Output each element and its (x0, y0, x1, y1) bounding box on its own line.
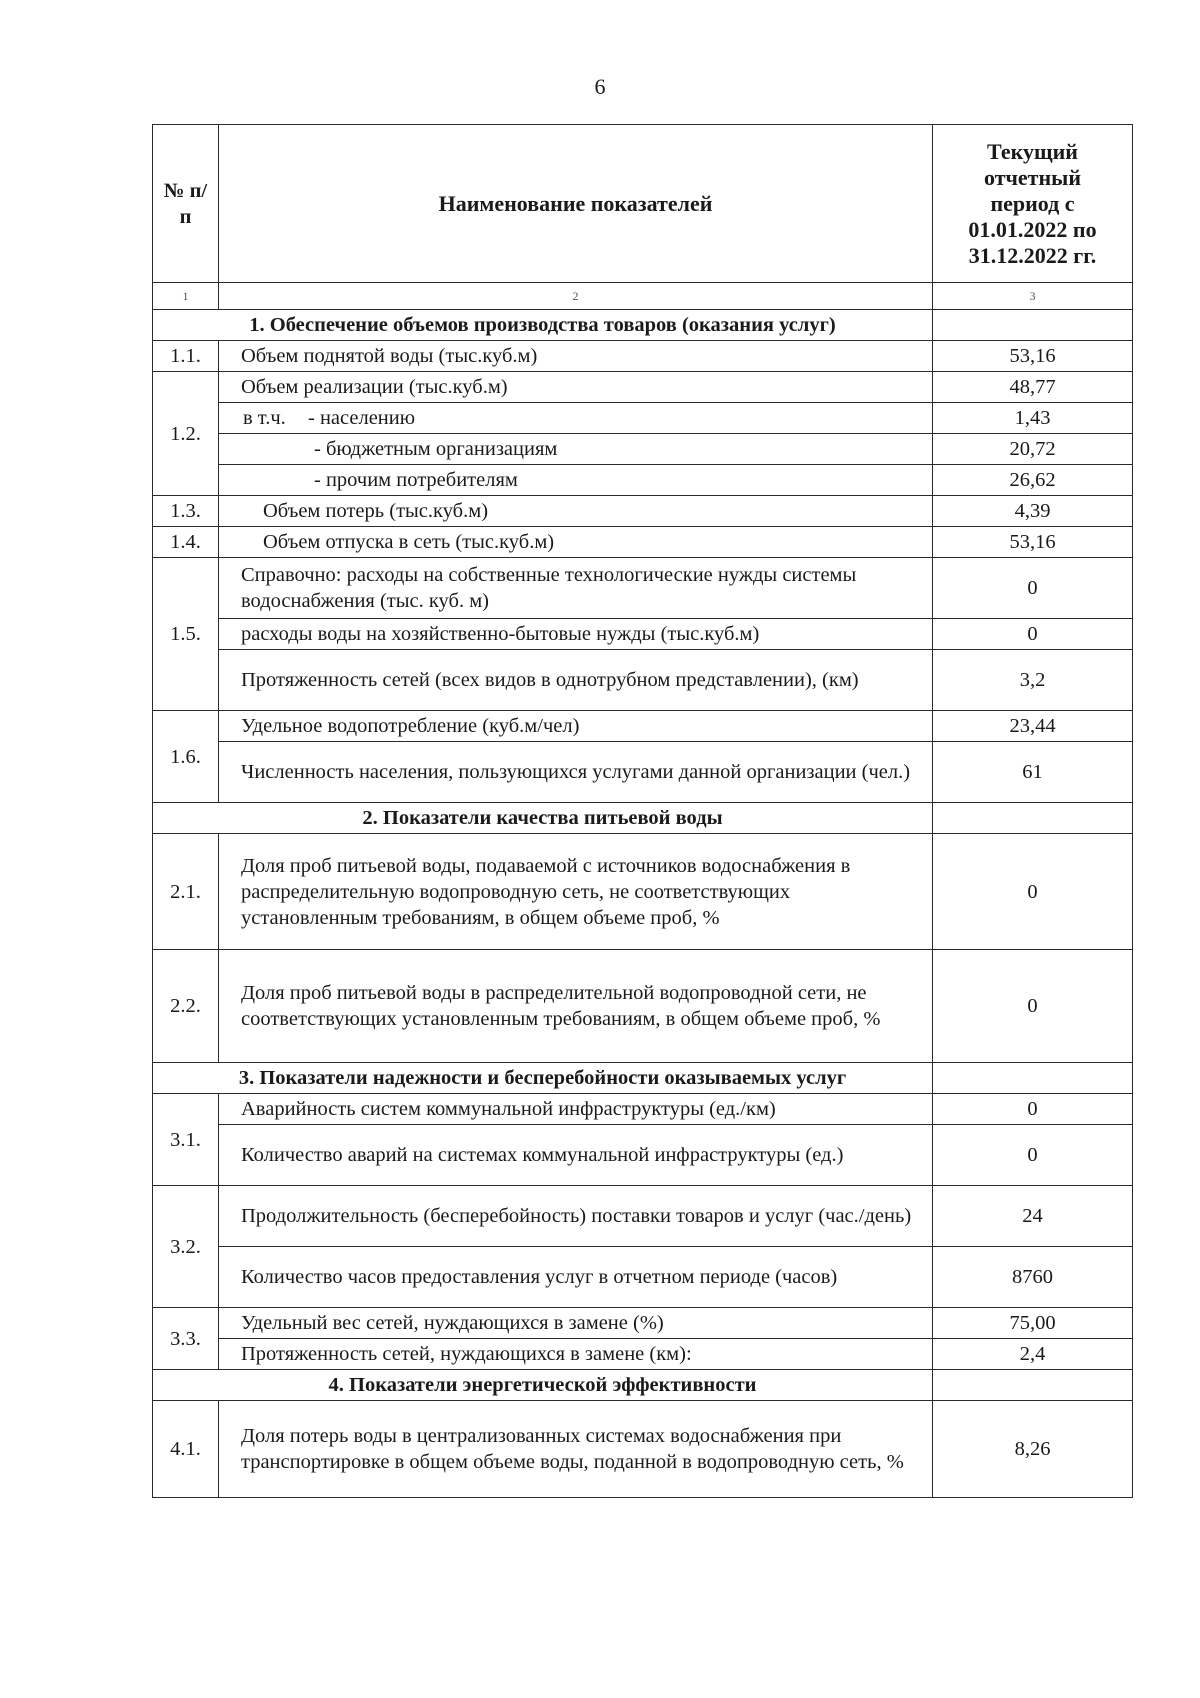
empty-cell (933, 803, 1133, 834)
row-number: 2.2. (153, 950, 219, 1063)
column-index: 1 (153, 283, 219, 310)
row-name: Объем поднятой воды (тыс.куб.м) (219, 341, 933, 372)
row-name: Количество часов предоставления услуг в отчетном периоде (часов) (219, 1247, 933, 1308)
section-row (153, 803, 1133, 834)
section-title: 2. Показатели качества питьевой воды (153, 803, 933, 834)
row-name: Удельный вес сетей, нуждающихся в замене (%) (219, 1308, 933, 1339)
table-row (153, 341, 1133, 372)
table-row (153, 1308, 1133, 1339)
row-number: 4.1. (153, 1401, 219, 1498)
empty-cell (933, 1063, 1133, 1094)
indicators-table (152, 124, 1133, 1498)
section-title: 3. Показатели надежности и бесперебойности оказываемых услуг (153, 1063, 933, 1094)
table-row (153, 403, 1133, 434)
row-name: Протяженность сетей (всех видов в однотрубном представлении), (км) (219, 650, 933, 711)
row-number: 1.4. (153, 527, 219, 558)
row-number: 1.1. (153, 341, 219, 372)
row-value: 48,77 (933, 372, 1133, 403)
row-name: - населению (308, 407, 416, 429)
row-name: Удельное водопотребление (куб.м/чел) (219, 711, 933, 742)
table-row (153, 1247, 1133, 1308)
table-row (153, 1094, 1133, 1125)
row-value: 8,26 (933, 1401, 1133, 1498)
row-name: Справочно: расходы на собственные технологические нужды системы водоснабжения (тыс. куб. м) (219, 558, 933, 619)
table-row (153, 1339, 1133, 1370)
row-name: Продолжительность (бесперебойность) поставки товаров и услуг (час./день) (219, 1186, 933, 1247)
row-name: Объем реализации (тыс.куб.м) (219, 372, 933, 403)
page-number: 6 (594, 74, 606, 99)
row-name-cell (219, 403, 933, 434)
row-value: 8760 (933, 1247, 1133, 1308)
header-period-line: 01.01.2022 по (968, 216, 1097, 242)
row-number: 1.5. (153, 558, 219, 711)
table-row (153, 496, 1133, 527)
table-row (153, 742, 1133, 803)
column-index: 3 (933, 283, 1133, 310)
row-name: Аварийность систем коммунальной инфраструктуры (ед./км) (219, 1094, 933, 1125)
section-row (153, 1063, 1133, 1094)
row-number: 1.6. (153, 711, 219, 803)
empty-cell (933, 1370, 1133, 1401)
row-value: 61 (933, 742, 1133, 803)
header-period-line: Текущий (987, 138, 1078, 164)
row-number: 1.2. (153, 372, 219, 496)
row-value: 2,4 (933, 1339, 1133, 1370)
row-number: 3.2. (153, 1186, 219, 1308)
row-name: Протяженность сетей, нуждающихся в замене (км): (219, 1339, 933, 1370)
row-value: 23,44 (933, 711, 1133, 742)
table-row (153, 465, 1133, 496)
row-value: 20,72 (933, 434, 1133, 465)
row-name: Доля проб питьевой воды в распределительной водопроводной сети, не соответствующих установленным требованиям, в общем объеме проб, % (219, 950, 933, 1063)
column-index: 2 (219, 283, 933, 310)
row-value: 75,00 (933, 1308, 1133, 1339)
row-value: 0 (933, 950, 1133, 1063)
row-name: Объем отпуска в сеть (тыс.куб.м) (219, 527, 933, 558)
header-period-line: отчетный (983, 164, 1082, 190)
row-number: 1.3. (153, 496, 219, 527)
row-value: 53,16 (933, 527, 1133, 558)
header-period-line: период с (990, 190, 1075, 216)
row-name: Доля проб питьевой воды, подаваемой с источников водоснабжения в распределительную водопроводную сеть, не соответствующих установленным требованиям, в общем объеме проб, % (219, 834, 933, 950)
row-name: Количество аварий на системах коммунальной инфраструктуры (ед.) (219, 1125, 933, 1186)
table-row (153, 1186, 1133, 1247)
header-period-line: 31.12.2022 гг. (968, 242, 1097, 268)
row-number: 2.1. (153, 834, 219, 950)
header-number-column: № п/п (153, 125, 219, 283)
row-name: Объем потерь (тыс.куб.м) (219, 496, 933, 527)
row-name: - бюджетным организациям (219, 434, 933, 465)
row-value: 0 (933, 1125, 1133, 1186)
table-row (153, 1401, 1133, 1498)
table-row (153, 711, 1133, 742)
row-value: 53,16 (933, 341, 1133, 372)
section-row (153, 310, 1133, 341)
table-header (153, 125, 1133, 310)
table-row (153, 834, 1133, 950)
table-row (153, 650, 1133, 711)
table-row (153, 434, 1133, 465)
row-name: Доля потерь воды в централизованных системах водоснабжения при транспортировке в общем объеме воды, поданной в водопроводную сеть, % (219, 1401, 933, 1498)
header-name-column: Наименование показателей (219, 125, 933, 283)
table-row (153, 372, 1133, 403)
table-row (153, 527, 1133, 558)
row-number: 3.1. (153, 1094, 219, 1186)
row-name: - прочим потребителям (219, 465, 933, 496)
empty-cell (933, 310, 1133, 341)
row-value: 0 (933, 558, 1133, 619)
row-value: 24 (933, 1186, 1133, 1247)
row-value: 3,2 (933, 650, 1133, 711)
row-name: Численность населения, пользующихся услугами данной организации (чел.) (219, 742, 933, 803)
header-period-column (933, 125, 1133, 283)
table-row (153, 1125, 1133, 1186)
section-title: 4. Показатели энергетической эффективности (153, 1370, 933, 1401)
row-value: 4,39 (933, 496, 1133, 527)
table-row (153, 558, 1133, 619)
section-title: 1. Обеспечение объемов производства товаров (оказания услуг) (153, 310, 933, 341)
section-row (153, 1370, 1133, 1401)
row-value: 0 (933, 834, 1133, 950)
row-number: 3.3. (153, 1308, 219, 1370)
table-row (153, 619, 1133, 650)
row-value: 1,43 (933, 403, 1133, 434)
row-value: 0 (933, 619, 1133, 650)
row-name: расходы воды на хозяйственно-бытовые нужды (тыс.куб.м) (219, 619, 933, 650)
row-value: 0 (933, 1094, 1133, 1125)
row-prefix: в т.ч. (243, 407, 286, 429)
row-value: 26,62 (933, 465, 1133, 496)
table-row (153, 950, 1133, 1063)
